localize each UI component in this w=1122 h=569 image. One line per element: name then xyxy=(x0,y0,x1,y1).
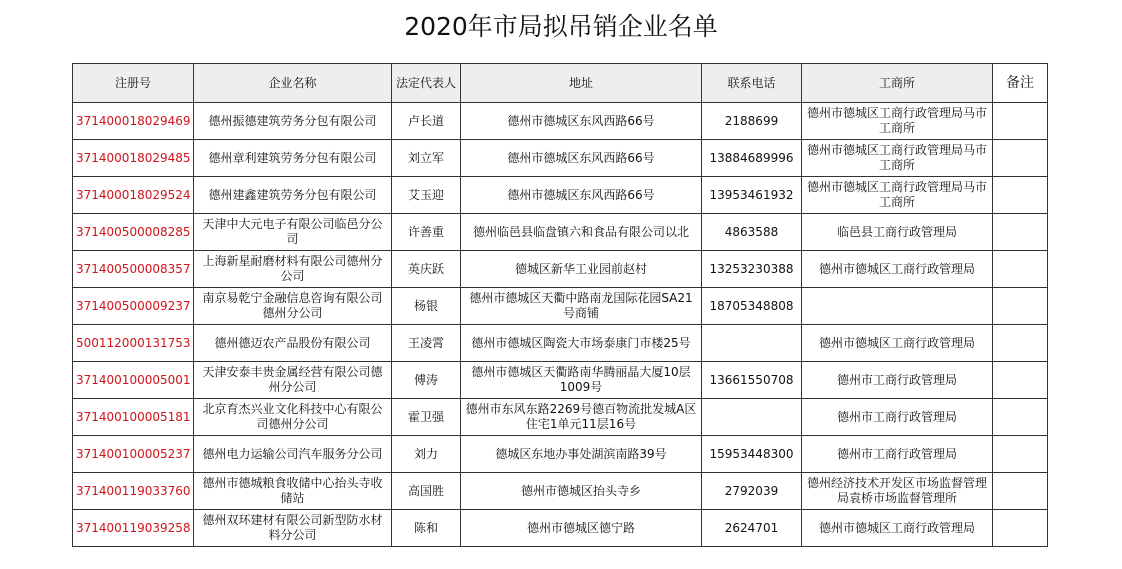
cell-note xyxy=(993,325,1048,362)
cell-note xyxy=(993,473,1048,510)
cell-addr: 德州临邑县临盘镇六和食品有限公司以北 xyxy=(461,214,702,251)
cell-name: 德州市德城粮食收储中心抬头寺收储站 xyxy=(194,473,392,510)
cell-office: 德州经济技术开发区市场监督管理局袁桥市场监督管理所 xyxy=(802,473,993,510)
header-phone: 联系电话 xyxy=(702,64,802,103)
cell-addr: 德州市德城区德宁路 xyxy=(461,510,702,547)
table-row xyxy=(73,436,1048,473)
header-reg: 注册号 xyxy=(73,64,194,103)
cell-reg: 371400500009237 xyxy=(73,288,194,325)
cell-reg: 371400500008357 xyxy=(73,251,194,288)
cell-office: 德州市工商行政管理局 xyxy=(802,399,993,436)
header-row xyxy=(73,64,1048,103)
cell-phone: 18705348808 xyxy=(702,288,802,325)
cell-rep: 英庆跃 xyxy=(392,251,461,288)
cell-phone: 13884689996 xyxy=(702,140,802,177)
cell-note xyxy=(993,214,1048,251)
cell-office: 德州市工商行政管理局 xyxy=(802,436,993,473)
cell-phone: 13253230388 xyxy=(702,251,802,288)
cell-name: 天津安泰丰贵金属经营有限公司德州分公司 xyxy=(194,362,392,399)
cell-note xyxy=(993,510,1048,547)
table-row xyxy=(73,177,1048,214)
cell-office xyxy=(802,288,993,325)
cell-reg: 371400100005237 xyxy=(73,436,194,473)
cell-office: 德州市德城区工商行政管理局 xyxy=(802,325,993,362)
cell-office: 临邑县工商行政管理局 xyxy=(802,214,993,251)
table-row xyxy=(73,325,1048,362)
cell-rep: 艾玉迎 xyxy=(392,177,461,214)
cell-reg: 371400119039258 xyxy=(73,510,194,547)
cell-phone: 15953448300 xyxy=(702,436,802,473)
cell-rep: 刘立军 xyxy=(392,140,461,177)
cell-phone: 13953461932 xyxy=(702,177,802,214)
cell-rep: 卢长道 xyxy=(392,103,461,140)
cell-note xyxy=(993,436,1048,473)
table-row xyxy=(73,510,1048,547)
cell-reg: 371400100005181 xyxy=(73,399,194,436)
cell-name: 北京育杰兴业文化科技中心有限公司德州分公司 xyxy=(194,399,392,436)
cell-rep: 许善重 xyxy=(392,214,461,251)
cell-note xyxy=(993,288,1048,325)
table-row xyxy=(73,288,1048,325)
cell-phone xyxy=(702,325,802,362)
cell-addr: 德州市东风东路2269号德百物流批发城A区住宅1单元11层16号 xyxy=(461,399,702,436)
cell-rep: 杨银 xyxy=(392,288,461,325)
header-rep: 法定代表人 xyxy=(392,64,461,103)
cell-addr: 德城区新华工业园前赵村 xyxy=(461,251,702,288)
cell-phone: 2624701 xyxy=(702,510,802,547)
cell-office: 德州市德城区工商行政管理局 xyxy=(802,510,993,547)
cell-name: 德州振德建筑劳务分包有限公司 xyxy=(194,103,392,140)
cell-note xyxy=(993,399,1048,436)
cell-name: 德州章利建筑劳务分包有限公司 xyxy=(194,140,392,177)
cell-rep: 王凌霄 xyxy=(392,325,461,362)
header-note: 备注 xyxy=(993,64,1048,103)
cell-addr: 德州市德城区陶瓷大市场泰康门市楼25号 xyxy=(461,325,702,362)
cell-phone: 2188699 xyxy=(702,103,802,140)
cell-addr: 德州市德城区天衢中路南龙国际花园SA21号商铺 xyxy=(461,288,702,325)
cell-name: 天津中大元电子有限公司临邑分公司 xyxy=(194,214,392,251)
cell-note xyxy=(993,362,1048,399)
table-row xyxy=(73,214,1048,251)
cell-addr: 德州市德城区东风西路66号 xyxy=(461,140,702,177)
cell-addr: 德州市德城区抬头寺乡 xyxy=(461,473,702,510)
cell-rep: 傅涛 xyxy=(392,362,461,399)
table-row xyxy=(73,103,1048,140)
cell-office: 德州市工商行政管理局 xyxy=(802,362,993,399)
cell-rep: 霍卫强 xyxy=(392,399,461,436)
cell-addr: 德州市德城区东风西路66号 xyxy=(461,103,702,140)
cell-name: 德州电力运输公司汽车服务分公司 xyxy=(194,436,392,473)
cell-name: 上海新星耐磨材料有限公司德州分公司 xyxy=(194,251,392,288)
cell-office: 德州市德城区工商行政管理局马市工商所 xyxy=(802,177,993,214)
cell-reg: 371400500008285 xyxy=(73,214,194,251)
cell-addr: 德州市德城区天衢路南华腾丽晶大厦10层1009号 xyxy=(461,362,702,399)
table-row xyxy=(73,140,1048,177)
cell-name: 德州建鑫建筑劳务分包有限公司 xyxy=(194,177,392,214)
revocation-table xyxy=(72,63,1048,547)
cell-reg: 371400018029524 xyxy=(73,177,194,214)
cell-office: 德州市德城区工商行政管理局马市工商所 xyxy=(802,103,993,140)
table-row xyxy=(73,399,1048,436)
cell-reg: 371400100005001 xyxy=(73,362,194,399)
cell-rep: 高国胜 xyxy=(392,473,461,510)
cell-note xyxy=(993,140,1048,177)
table-row xyxy=(73,473,1048,510)
cell-note xyxy=(993,103,1048,140)
header-name: 企业名称 xyxy=(194,64,392,103)
cell-name: 南京易乾宁金融信息咨询有限公司德州分公司 xyxy=(194,288,392,325)
cell-rep: 陈和 xyxy=(392,510,461,547)
header-addr: 地址 xyxy=(461,64,702,103)
cell-reg: 371400119033760 xyxy=(73,473,194,510)
cell-phone: 4863588 xyxy=(702,214,802,251)
cell-reg: 500112000131753 xyxy=(73,325,194,362)
cell-note xyxy=(993,251,1048,288)
header-office: 工商所 xyxy=(802,64,993,103)
cell-addr: 德城区东地办事处湖滨南路39号 xyxy=(461,436,702,473)
cell-note xyxy=(993,177,1048,214)
cell-office: 德州市德城区工商行政管理局马市工商所 xyxy=(802,140,993,177)
page-title: 2020年市局拟吊销企业名单 xyxy=(404,12,718,41)
cell-name: 德州双环建材有限公司新型防水材料分公司 xyxy=(194,510,392,547)
table-row xyxy=(73,251,1048,288)
table-row xyxy=(73,362,1048,399)
cell-phone: 2792039 xyxy=(702,473,802,510)
cell-office: 德州市德城区工商行政管理局 xyxy=(802,251,993,288)
cell-phone xyxy=(702,399,802,436)
cell-phone: 13661550708 xyxy=(702,362,802,399)
cell-name: 德州德迈农产品股份有限公司 xyxy=(194,325,392,362)
cell-reg: 371400018029485 xyxy=(73,140,194,177)
cell-addr: 德州市德城区东风西路66号 xyxy=(461,177,702,214)
cell-rep: 刘力 xyxy=(392,436,461,473)
cell-reg: 371400018029469 xyxy=(73,103,194,140)
